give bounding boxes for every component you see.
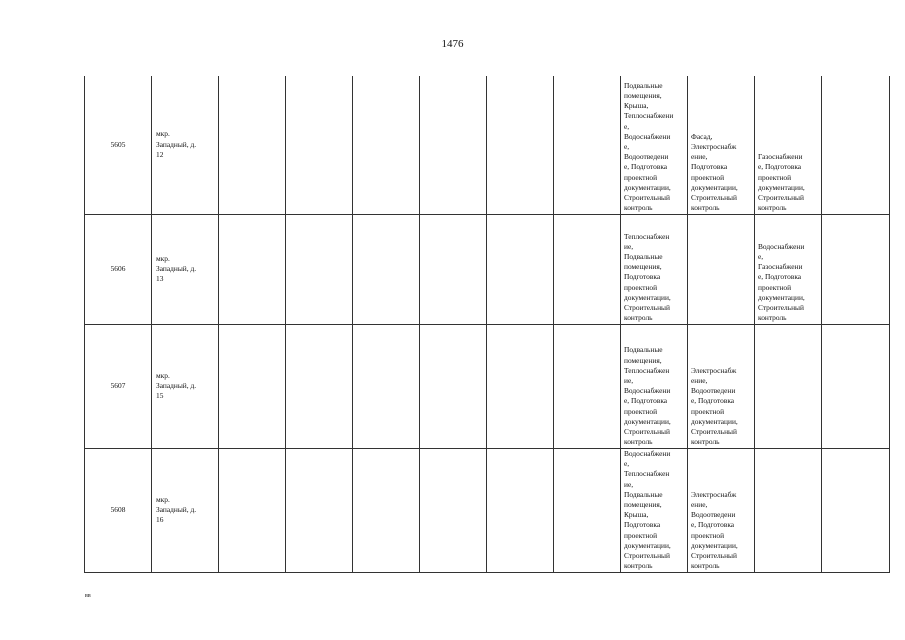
empty-cell	[554, 448, 621, 572]
table-row	[85, 76, 890, 214]
work-cell	[688, 214, 755, 324]
empty-cell	[286, 324, 353, 448]
empty-cell	[353, 76, 420, 214]
work-cell	[621, 448, 688, 572]
row-number: 5607	[85, 324, 152, 448]
empty-cell	[822, 448, 890, 572]
row-number: 5606	[85, 214, 152, 324]
empty-cell	[219, 448, 286, 572]
work-text: Водоснабжени е, Газоснабжени е, Подготовка проектной документации, Строительный контроль	[758, 241, 805, 323]
empty-cell	[822, 76, 890, 214]
empty-cell	[487, 214, 554, 324]
empty-cell	[822, 324, 890, 448]
work-cell	[755, 448, 822, 572]
registry-table	[84, 76, 890, 573]
empty-cell	[219, 76, 286, 214]
address-text: мкр. Западный, д. 15	[156, 370, 197, 401]
empty-cell	[822, 214, 890, 324]
empty-cell	[487, 76, 554, 214]
address-cell	[152, 448, 219, 572]
work-text: Теплоснабжен ие, Подвальные помещения, Подготовка проектной документации, Строительный контроль	[624, 231, 671, 323]
page-number: 1476	[441, 38, 464, 50]
work-cell	[755, 214, 822, 324]
work-cell	[755, 324, 822, 448]
empty-cell	[487, 448, 554, 572]
empty-cell	[286, 448, 353, 572]
empty-cell	[286, 214, 353, 324]
table-row	[85, 448, 890, 572]
empty-cell	[487, 324, 554, 448]
work-text: Подвальные помещения, Крыша, Теплоснабжени е, Водоснабжени е, Водоотведени е, Подготовка проектной документации, Строительный контроль	[624, 80, 674, 213]
empty-cell	[420, 214, 487, 324]
address-cell	[152, 76, 219, 214]
address-cell	[152, 214, 219, 324]
table-row	[85, 214, 890, 324]
row-number: 5605	[85, 76, 152, 214]
work-cell	[688, 324, 755, 448]
row-number: 5608	[85, 448, 152, 572]
table-row	[85, 324, 890, 448]
address-text: мкр. Западный, д. 13	[156, 253, 197, 284]
empty-cell	[219, 324, 286, 448]
empty-cell	[353, 214, 420, 324]
work-text: Подвальные помещения, Теплоснабжен ие, Водоснабжени е, Подготовка проектной документации, Строительный контроль	[624, 345, 671, 447]
address-cell	[152, 324, 219, 448]
empty-cell	[286, 76, 353, 214]
work-cell	[621, 76, 688, 214]
empty-cell	[219, 214, 286, 324]
empty-cell	[420, 448, 487, 572]
empty-cell	[420, 76, 487, 214]
address-text: мкр. Западный, д. 12	[156, 129, 197, 159]
empty-cell	[420, 324, 487, 448]
work-text: Газоснабжени е, Подготовка проектной документации, Строительный контроль	[758, 152, 805, 213]
work-cell	[755, 76, 822, 214]
work-text: Электроснабж ение, Водоотведени е, Подготовка проектной документации, Строительный контроль	[691, 489, 738, 571]
empty-cell	[353, 448, 420, 572]
work-text: Фасад, Электроснабж ение, Подготовка проектной документации, Строительный контроль	[691, 131, 738, 213]
work-cell	[621, 214, 688, 324]
empty-cell	[554, 214, 621, 324]
work-text: Водоснабжени е, Теплоснабжен ие, Подвальные помещения, Крыша, Подготовка проектной документации, Строительный контроль	[624, 449, 671, 571]
footer-mark: вв	[85, 593, 91, 599]
work-cell	[621, 324, 688, 448]
empty-cell	[353, 324, 420, 448]
work-text: Электроснабж ение, Водоотведени е, Подготовка проектной документации, Строительный контроль	[691, 365, 738, 447]
empty-cell	[554, 76, 621, 214]
empty-cell	[554, 324, 621, 448]
work-cell	[688, 448, 755, 572]
address-text: мкр. Западный, д. 16	[156, 494, 197, 525]
work-cell	[688, 76, 755, 214]
